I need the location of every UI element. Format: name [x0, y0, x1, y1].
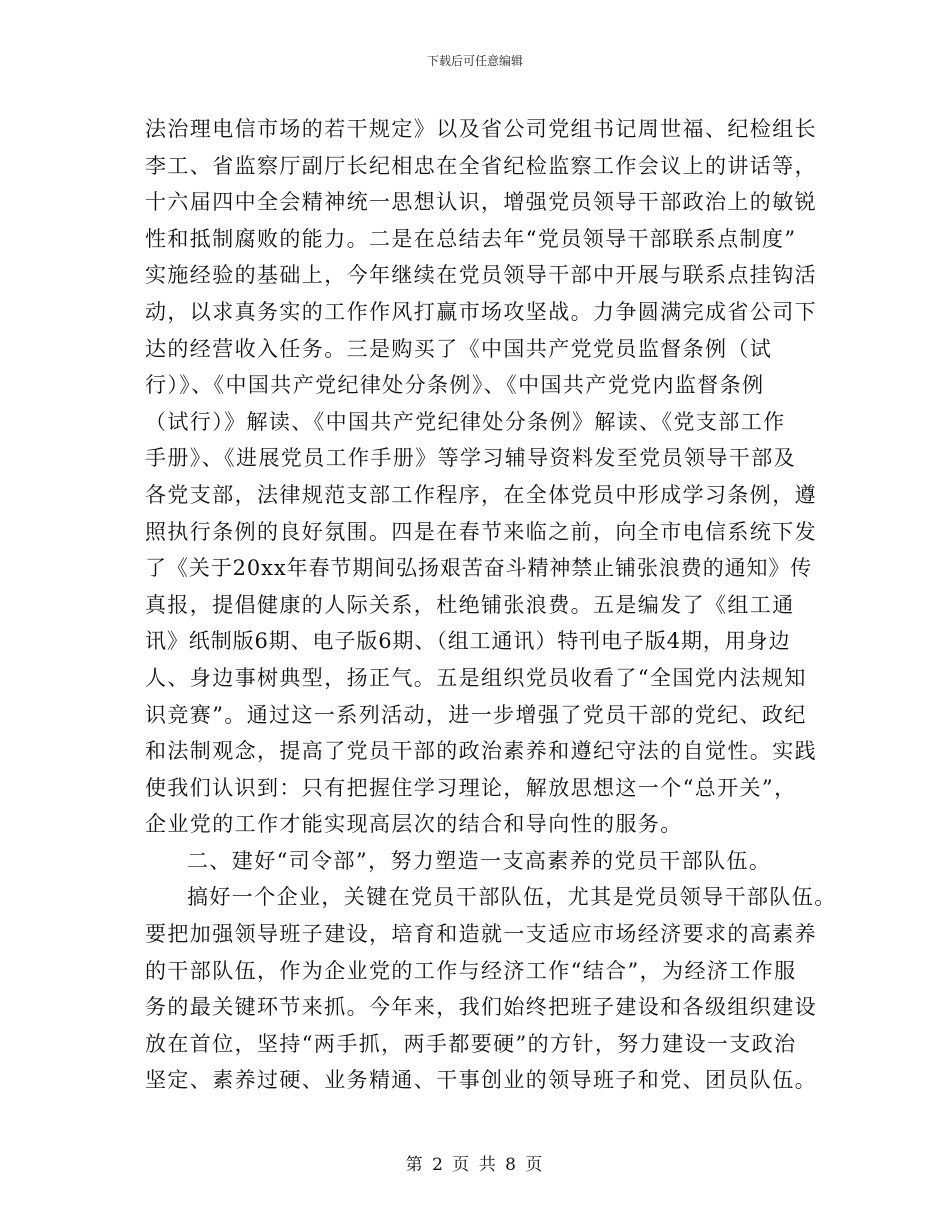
- text-line: 性和抵制腐败的能力。二是在总结去年“党员领导干部联系点制度”: [145, 226, 797, 251]
- text-line: 放在首位，坚持“两手抓，两手都要硬”的方针，努力建设一支政治: [145, 1031, 797, 1056]
- text-line: 使我们认识到：只有把握住学习理论，解放思想这一个“总开关”，: [145, 775, 797, 800]
- text-line: 的干部队伍，作为企业党的工作与经济工作“结合”，为经济工作服: [145, 958, 797, 983]
- page-header: 下载后可任意编辑: [426, 54, 523, 68]
- text-line: 李工、省监察厅副厅长纪相忠在全省纪检监察工作会议上的讲话等，: [145, 153, 817, 178]
- text-line: 人、身边事树典型，扬正气。五是组织党员收看了“全国党内法规知: [145, 665, 807, 690]
- document-body: [145, 111, 837, 1099]
- page-number-footer: 第 2 页 共 8 页: [405, 1155, 545, 1175]
- text-line: 了《关于20xx年春节期间弘扬艰苦奋斗精神禁止铺张浪费的通知》传: [145, 556, 813, 581]
- text-line: 动，以求真务实的工作作风打赢市场攻坚战。力争圆满完成省公司下: [145, 299, 817, 324]
- text-line: 行）》、《中国共产党纪律处分条例》、《中国共产党党内监督条例: [145, 373, 765, 398]
- text-line: 企业党的工作才能实现高层次的结合和导向性的服务。: [145, 812, 683, 837]
- text-line: 照执行条例的良好氛围。四是在春节来临之前，向全市电信系统下发: [145, 519, 817, 544]
- section-heading: 二、建好“司令部”，努力塑造一支高素养的党员干部队伍。: [187, 848, 772, 873]
- text-line: 法治理电信市场的若干规定》以及省公司党组书记周世福、纪检组长: [145, 117, 817, 141]
- text-line: 要把加强领导班子建设，培育和造就一支适应市场经济要求的高素养: [145, 922, 817, 947]
- text-line: 十六届四中全会精神统一思想认识，增强党员领导干部政治上的敏锐: [145, 190, 817, 215]
- text-line: 实施经验的基础上，今年继续在党员领导干部中开展与联系点挂钩活: [145, 263, 817, 288]
- text-line: 搞好一个企业，关键在党员干部队伍，尤其是党员领导干部队伍。: [187, 885, 837, 910]
- text-line: 达的经营收入任务。三是购买了《中国共产党党员监督条例（试: [145, 336, 773, 361]
- text-line: 手册》、《进展党员工作手册》等学习辅导资料发至党员领导干部及: [145, 446, 796, 471]
- text-line: 真报，提倡健康的人际关系，杜绝铺张浪费。五是编发了《组工通: [145, 592, 795, 617]
- text-line: 务的最关键环节来抓。今年来，我们始终把班子建设和各级组织建设: [145, 995, 817, 1020]
- text-line: 坚定、素养过硬、业务精通、干事创业的领导班子和党、团员队伍。: [145, 1068, 817, 1093]
- text-line: （试行）》解读、《中国共产党纪律处分条例》解读、《党支部工作: [145, 409, 786, 434]
- text-line: 讯》纸制版6期、电子版6期、（组工通讯）特刊电子版4期，用身边: [145, 629, 791, 654]
- text-line: 识竞赛”。通过这一系列活动，进一步增强了党员干部的党纪、政纪: [145, 702, 807, 727]
- text-line: 和法制观念，提高了党员干部的政治素养和遵纪守法的自觉性。实践: [145, 739, 817, 764]
- text-line: 各党支部，法律规范支部工作程序，在全体党员中形成学习条例，遵: [145, 482, 817, 507]
